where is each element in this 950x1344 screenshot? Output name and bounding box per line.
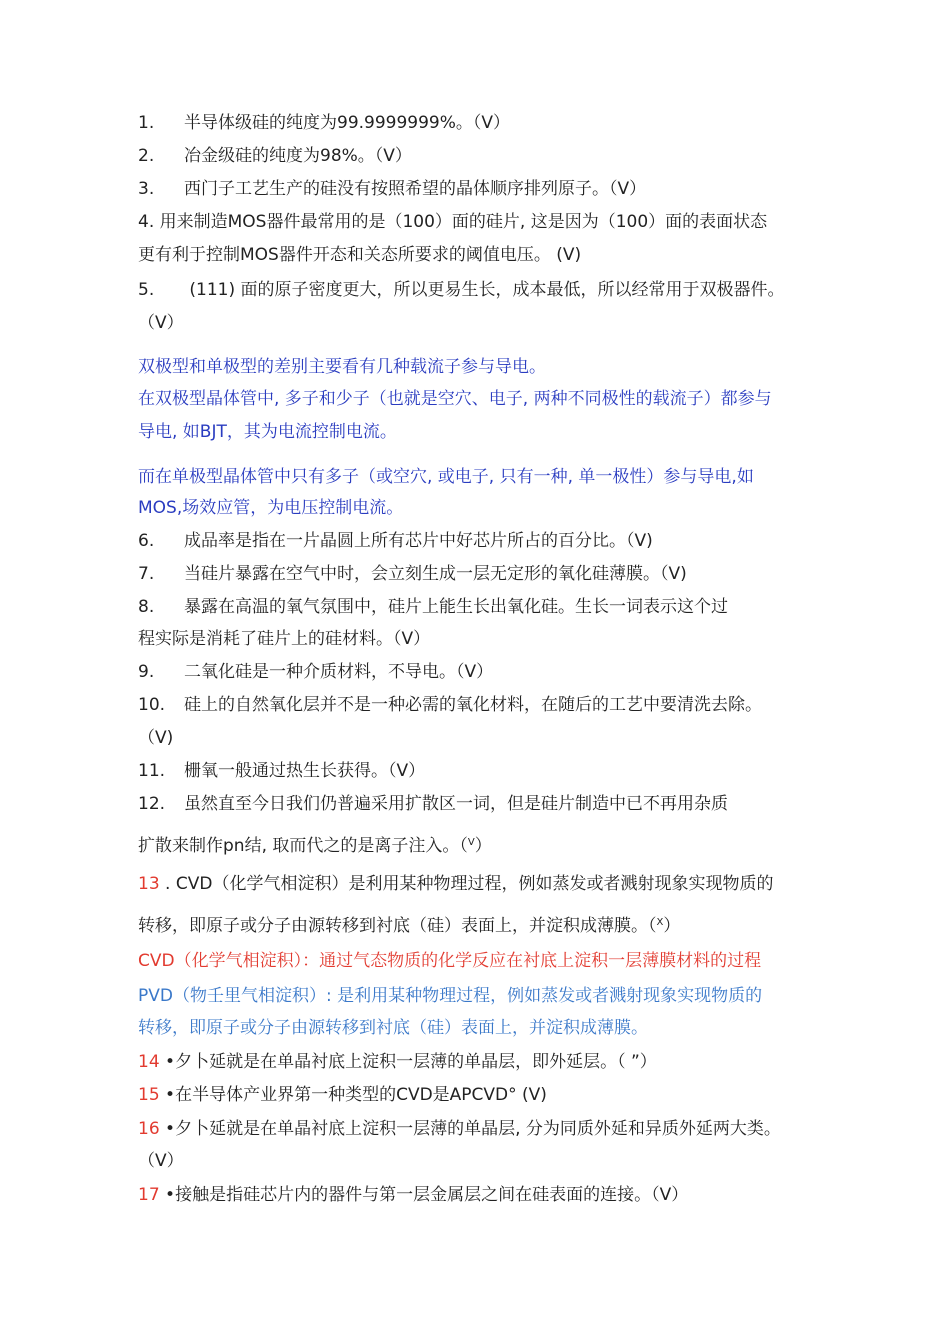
item-4-line-2: 更有利于控制MOS器件开态和关态所要求的阈值电压。 (V) bbox=[138, 245, 582, 265]
item-text: •夕卜延就是在单晶衬底上淀积一层薄的单晶层, 分为同质外延和异质外延两大类。 bbox=[159, 1119, 781, 1139]
item-number: 2. bbox=[138, 146, 155, 166]
note-pvd-definition-line-1: PVD（物壬里气相淀积）: 是利用某种物理过程，例如蒸发或者溅射现象实现物质的 bbox=[138, 986, 763, 1006]
item-text: 转移，即原子或分子由源转移到衬底（硅）表面上，并淀积成薄膜。（ bbox=[138, 916, 657, 936]
item-12-line-2 bbox=[138, 832, 492, 857]
item-number: 3. bbox=[138, 179, 155, 199]
item-4-line-1: 4. 用来制造MOS器件最常用的是（100）面的硅片, 这是因为（100）面的表面状态 bbox=[138, 212, 768, 232]
item-16-line-2: （V） bbox=[138, 1151, 184, 1171]
item-text: 扩散来制作pn结, 取而代之的是离子注入。（ bbox=[138, 836, 468, 856]
item-text: 冶金级硅的纯度为98%。（V） bbox=[184, 146, 412, 166]
answer-mark: X bbox=[656, 917, 664, 928]
item-8-line-2: 程实际是消耗了硅片上的硅材料。（V） bbox=[138, 629, 431, 649]
item-15 bbox=[138, 1084, 547, 1106]
note-pvd-definition-line-2: 转移，即原子或分子由源转移到衬底（硅）表面上，并淀积成薄膜。 bbox=[138, 1018, 648, 1038]
item-text: 成品率是指在一片晶圆上所有芯片中好芯片所占的百分比。（V) bbox=[184, 531, 653, 551]
item-5 bbox=[138, 279, 785, 301]
item-6 bbox=[138, 530, 653, 552]
item-number: 1. bbox=[138, 113, 155, 133]
item-16 bbox=[138, 1118, 781, 1140]
item-text-end: ） bbox=[663, 916, 681, 936]
item-text: 虽然直至今日我们仍普遍采用扩散区一词，但是硅片制造中已不再用杂质 bbox=[184, 794, 728, 814]
item-text: 栅氧一般通过热生长获得。（V） bbox=[184, 761, 426, 781]
item-11 bbox=[138, 760, 425, 782]
item-text: •夕卜延就是在单晶衬底上淀积一层薄的单晶层，即外延层。（ ”） bbox=[159, 1052, 657, 1072]
item-text: 二氧化硅是一种介质材料，不导电。（V） bbox=[184, 662, 494, 682]
item-number: 7. bbox=[138, 564, 155, 584]
item-number: 11. bbox=[138, 761, 166, 781]
item-7 bbox=[138, 563, 687, 585]
item-number: 15 bbox=[138, 1085, 160, 1105]
item-number: 14 bbox=[138, 1052, 160, 1072]
item-14 bbox=[138, 1051, 657, 1073]
note-cvd-definition: CVD（化学气相淀积）：通过气态物质的化学反应在衬底上淀积一层薄膜材料的过程 bbox=[138, 951, 762, 971]
item-13-line-2 bbox=[138, 912, 680, 937]
item-9 bbox=[138, 661, 493, 683]
item-number: 13 bbox=[138, 874, 160, 894]
item-number: 10. bbox=[138, 695, 166, 715]
item-1 bbox=[138, 112, 510, 134]
item-number: 8. bbox=[138, 597, 155, 617]
item-text: (111) 面的原子密度更大，所以更易生长，成本最低，所以经常用于双极器件。 bbox=[184, 280, 785, 300]
item-number: 12. bbox=[138, 794, 166, 814]
item-2 bbox=[138, 145, 412, 167]
item-number: 16 bbox=[138, 1119, 160, 1139]
item-text: . CVD（化学气相淀积）是利用某种物理过程，例如蒸发或者溅射现象实现物质的 bbox=[159, 874, 774, 894]
item-5-line-2: （V） bbox=[138, 313, 184, 333]
item-text-end: ） bbox=[474, 836, 492, 856]
item-10-line-2: （V) bbox=[138, 728, 174, 748]
item-12 bbox=[138, 793, 728, 815]
item-text: 暴露在高温的氧气氛围中，硅片上能生长出氧化硅。生长一词表示这个过 bbox=[184, 597, 728, 617]
note-bipolar-line-3: 导电, 如BJT，其为电流控制电流。 bbox=[138, 422, 397, 442]
answer-mark: V bbox=[467, 837, 475, 848]
item-number: 9. bbox=[138, 662, 155, 682]
item-17 bbox=[138, 1184, 688, 1206]
item-10 bbox=[138, 694, 762, 716]
item-number: 6. bbox=[138, 531, 155, 551]
item-13 bbox=[138, 873, 773, 895]
item-text: •接触是指硅芯片内的器件与第一层金属层之间在硅表面的连接。（V） bbox=[159, 1185, 689, 1205]
note-bipolar-line-2: 在双极型晶体管中, 多子和少子（也就是空穴、电子, 两种不同极性的载流子）都参与 bbox=[138, 389, 772, 409]
note-bipolar-line-1: 双极型和单极型的差别主要看有几种载流子参与导电。 bbox=[138, 357, 546, 377]
item-3 bbox=[138, 178, 646, 200]
item-text: 当硅片暴露在空气中时，会立刻生成一层无定形的氧化硅薄膜。（V) bbox=[184, 564, 687, 584]
item-text: •在半导体产业界第一种类型的CVD是APCVD° (V) bbox=[159, 1085, 547, 1105]
item-number: 5. bbox=[138, 280, 155, 300]
item-text: 半导体级硅的纯度为99.9999999%。（V） bbox=[184, 113, 511, 133]
item-8 bbox=[138, 596, 728, 618]
note-unipolar-line-1: 而在单极型晶体管中只有多子（或空穴, 或电子, 只有一种, 单一极性）参与导电,如 bbox=[138, 467, 754, 487]
note-unipolar-line-2: MOS,场效应管，为电压控制电流。 bbox=[138, 498, 404, 518]
item-number: 17 bbox=[138, 1185, 160, 1205]
item-text: 西门子工艺生产的硅没有按照希望的晶体顺序排列原子。（V） bbox=[184, 179, 647, 199]
item-text: 硅上的自然氧化层并不是一种必需的氧化材料，在随后的工艺中要清洗去除。 bbox=[184, 695, 762, 715]
